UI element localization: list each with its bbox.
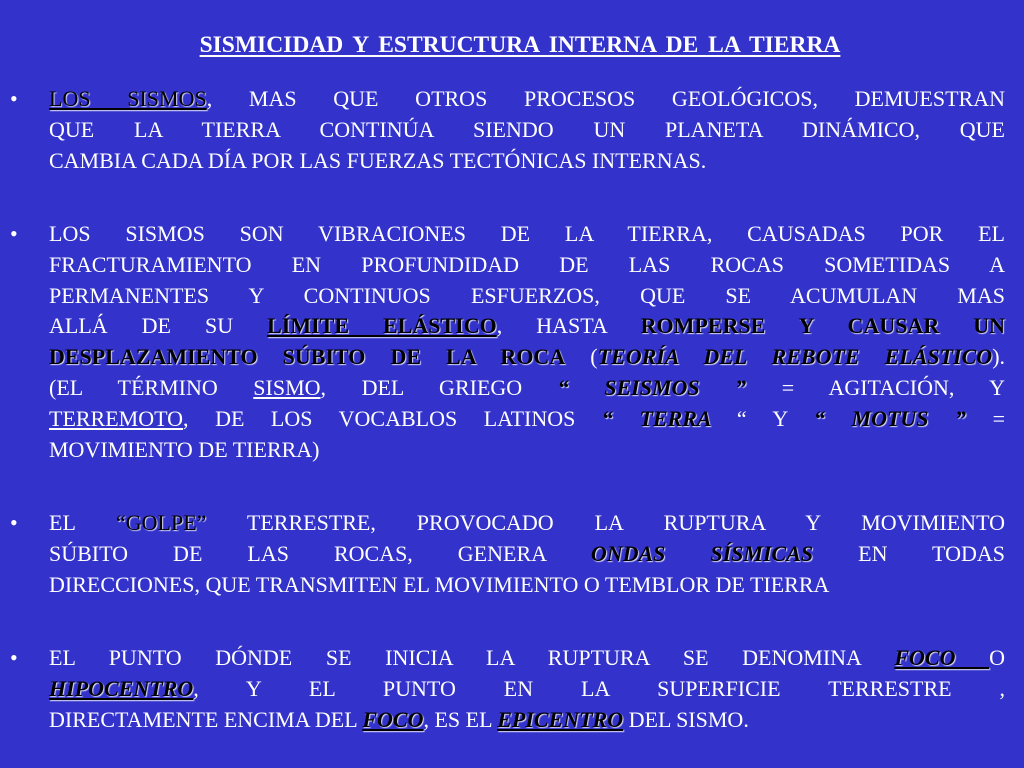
bullet-dot: • xyxy=(10,221,18,246)
bullet-line: EL PUNTO DÓNDE SE INICIA LA RUPTURA SE DENOMINA FOCO O xyxy=(49,645,1006,670)
bullet-line: SÚBITO DE LAS ROCAS, GENERA ONDAS SÍSMICAS EN TODAS xyxy=(49,540,1005,566)
term-seismos: “ SEISMOS ” xyxy=(557,374,747,400)
term-desplazamiento: DESPLAZAMIENTO SÚBITO DE LA ROCA xyxy=(49,344,566,370)
bullet-line: MOVIMIENTO DE TIERRA) xyxy=(49,436,320,462)
bullet-golpe-terrestre xyxy=(10,508,1010,600)
term-ondas-sismicas: ONDAS SÍSMICAS xyxy=(590,540,814,566)
bullet-line: (EL TÉRMINO SISMO, DEL GRIEGO “ SEISMOS ” = AGITACIÓN, Y xyxy=(49,374,1005,400)
term-foco: FOCO xyxy=(894,645,990,670)
term-terra: “ TERRA xyxy=(601,405,737,431)
bullet-line: TERREMOTO, DE LOS VOCABLOS LATINOS “ TERRA “ Y “ MOTUS ” = xyxy=(49,405,1005,431)
bullet-definicion-sismos xyxy=(10,219,1010,465)
term-hipocentro: HIPOCENTRO xyxy=(49,675,194,701)
term-foco: FOCO xyxy=(362,706,424,732)
bullet-line: DESPLAZAMIENTO SÚBITO DE LA ROCA (TEORÍA DEL REBOTE ELÁSTICO). xyxy=(49,344,1006,370)
bullet-dot: • xyxy=(10,645,18,670)
bullet-line: HIPOCENTRO, Y EL PUNTO EN LA SUPERFICIE TERRESTRE , xyxy=(49,675,1005,701)
bullet-foco-epicentro xyxy=(10,643,1010,735)
term-terremoto: TERREMOTO xyxy=(49,405,184,431)
term-epicentro: EPICENTRO xyxy=(497,706,624,732)
term-limite-elastico: LÍMITE ELÁSTICO xyxy=(267,313,497,339)
bullet-line: QUE LA TIERRA CONTINÚA SIENDO UN PLANETA DINÁMICO, QUE xyxy=(49,116,1005,142)
term-golpe: “GOLPE” xyxy=(115,510,207,535)
bullet-line: LOS SISMOS SON VIBRACIONES DE LA TIERRA, CAUSADAS POR EL xyxy=(49,221,1005,246)
bullet-line: CAMBIA CADA DÍA POR LAS FUERZAS TECTÓNICAS INTERNAS. xyxy=(49,147,707,173)
bullet-dot: • xyxy=(10,510,18,535)
bullet-line: EL “GOLPE” TERRESTRE, PROVOCADO LA RUPTURA Y MOVIMIENTO xyxy=(49,510,1006,535)
term-los-sismos: LOS SISMOS xyxy=(49,86,207,111)
bullet-line: DIRECCIONES, QUE TRANSMITEN EL MOVIMIENTO O TEMBLOR DE TIERRA xyxy=(49,571,830,597)
term-teoria-rebote: TEORÍA DEL REBOTE ELÁSTICO xyxy=(597,344,993,370)
term-sismo: SISMO xyxy=(253,374,321,400)
bullet-line: DIRECTAMENTE ENCIMA DEL FOCO, ES EL EPICENTRO DEL SISMO. xyxy=(49,706,749,732)
term-motus: “ MOTUS ” xyxy=(813,405,967,431)
bullet-line: ALLÁ DE SU LÍMITE ELÁSTICO, HASTA ROMPERSE Y CAUSAR UN xyxy=(49,313,1005,339)
bullet-line: LOS SISMOS, MAS QUE OTROS PROCESOS GEOLÓGICOS, DEMUESTRAN xyxy=(49,86,1005,111)
slide-title: SISMICIDAD Y ESTRUCTURA INTERNA DE LA TIERRA xyxy=(199,32,841,58)
bullet-line: PERMANENTES Y CONTINUOS ESFUERZOS, QUE SE ACUMULAN MAS xyxy=(49,282,1005,308)
bullet-line: FRACTURAMIENTO EN PROFUNDIDAD DE LAS ROCAS SOMETIDAS A xyxy=(49,251,1005,277)
bullet-los-sismos xyxy=(10,84,1010,176)
bullet-dot: • xyxy=(10,86,18,111)
term-romperse: ROMPERSE Y CAUSAR UN xyxy=(640,313,1005,339)
